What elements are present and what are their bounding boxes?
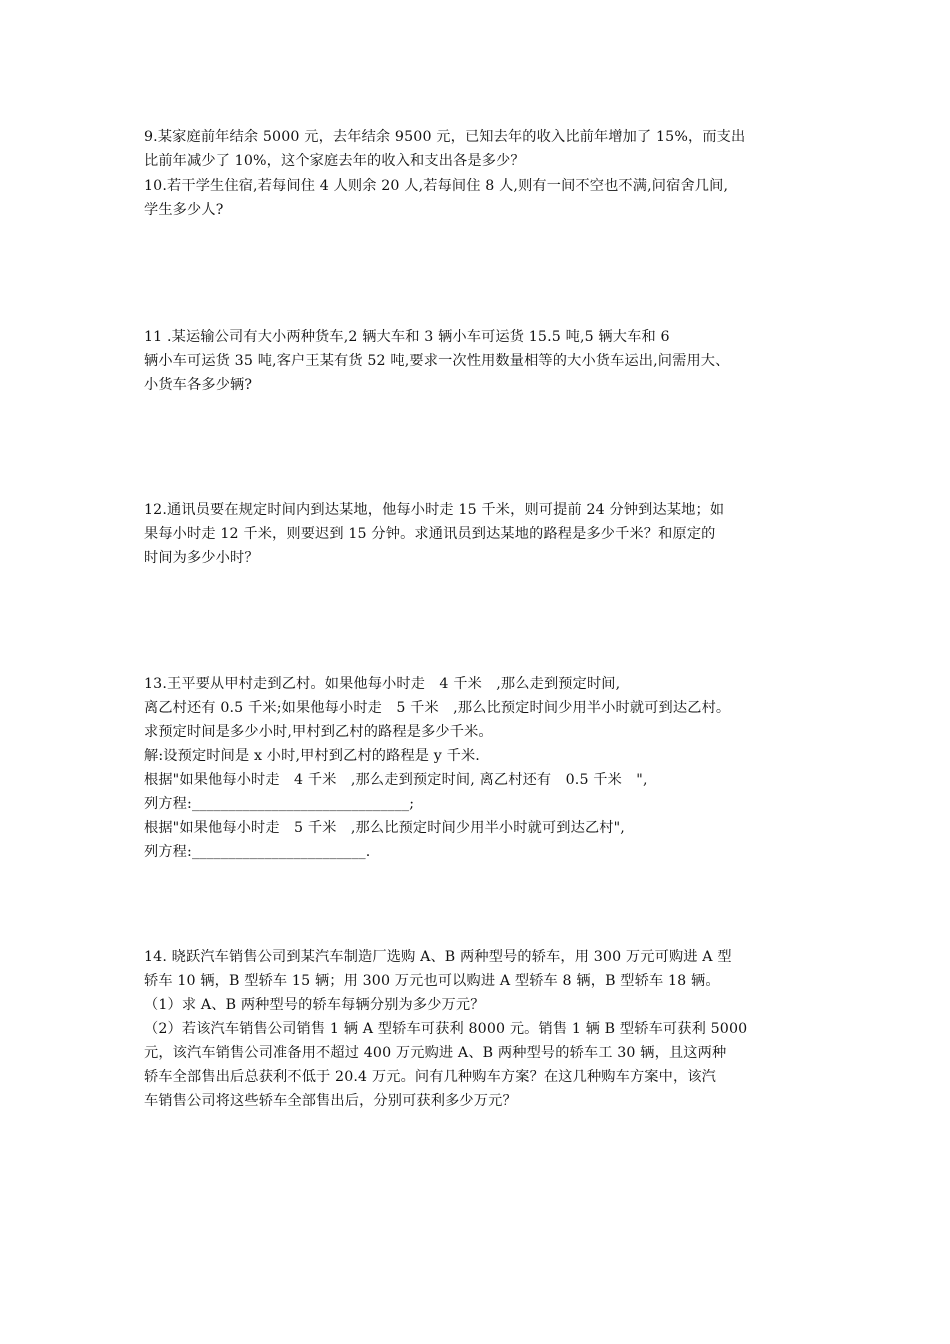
problem-13-answer-blank-1: 列方程:______________________________;	[144, 796, 415, 812]
problem-12	[144, 498, 820, 570]
problem-14-subquestion-1: （1）求 A、B 两种型号的轿车每辆分别为多少万元？	[144, 997, 485, 1013]
problem-14-line: 元，该汽车销售公司准备用不超过 400 万元购进 A、B 两种型号的轿车工 30 辆，且这两种	[144, 1045, 727, 1061]
problem-9-line: 9.某家庭前年结余 5000 元，去年结余 9500 元，已知去年的收入比前年增加了 15%，而支出	[144, 129, 746, 145]
problem-14	[144, 945, 820, 1113]
problem-10-line: 学生多少人?	[144, 202, 224, 218]
problem-12-line: 12.通讯员要在规定时间内到达某地，他每小时走 15 千米，则可提前 24 分钟到达某地；如	[144, 502, 725, 518]
problem-11-line: 辆小车可运货 35 吨,客户王某有货 52 吨,要求一次性用数量相等的大小货车运出,问需用大、	[144, 353, 730, 369]
problem-13-line: 根据"如果他每小时走 5 千米 ,那么比预定时间少用半小时就可到达乙村",	[144, 820, 625, 836]
problem-13-line: 离乙村还有 0.5 千米;如果他每小时走 5 千米 ,那么比预定时间少用半小时就可到达乙村。	[144, 700, 731, 716]
problem-9	[144, 125, 820, 173]
problem-12-line: 时间为多少小时？	[144, 550, 259, 566]
problem-14-line: 14. 晓跃汽车销售公司到某汽车制造厂选购 A、B 两种型号的轿车，用 300 万元可购进 A 型	[144, 949, 732, 965]
problem-11-line: 小货车各多少辆?	[144, 377, 253, 393]
problem-13-line: 求预定时间是多少小时,甲村到乙村的路程是多少千米。	[144, 724, 493, 740]
problem-14-line: 轿车全部售出后总获利不低于 20.4 万元。问有几种购车方案？在这几种购车方案中，该汽	[144, 1069, 716, 1085]
problem-11	[144, 325, 820, 397]
problem-9-line: 比前年减少了 10%，这个家庭去年的收入和支出各是多少？	[144, 153, 525, 169]
problem-14-line: 车销售公司将这些轿车全部售出后，分别可获利多少万元？	[144, 1093, 517, 1109]
problem-12-line: 果每小时走 12 千米，则要迟到 15 分钟。求通讯员到达某地的路程是多少千米？和原定的	[144, 526, 716, 542]
problem-13	[144, 672, 820, 864]
problem-13-line: 解:设预定时间是 x 小时,甲村到乙村的路程是 y 千米.	[144, 748, 480, 764]
problem-10-line: 10.若干学生住宿,若每间住 4 人则余 20 人,若每间住 8 人,则有一间不空也不满,问宿舍几间,	[144, 178, 729, 194]
problem-14-subquestion-2: （2）若该汽车销售公司销售 1 辆 A 型轿车可获利 8000 元。销售 1 辆 B 型轿车可获利 5000	[144, 1021, 748, 1037]
problem-10	[144, 174, 820, 222]
problem-13-line: 13.王平要从甲村走到乙村。如果他每小时走 4 千米 ,那么走到预定时间,	[144, 676, 621, 692]
problem-11-line: 11 .某运输公司有大小两种货车,2 辆大车和 3 辆小车可运货 15.5 吨,5 辆大车和 6	[144, 329, 670, 345]
problem-13-answer-blank-2: 列方程:________________________.	[144, 844, 371, 860]
problem-14-line: 轿车 10 辆，B 型轿车 15 辆；用 300 万元也可以购进 A 型轿车 8 辆，B 型轿车 18 辆。	[144, 973, 720, 989]
problem-13-line: 根据"如果他每小时走 4 千米 ,那么走到预定时间, 离乙村还有 0.5 千米 ",	[144, 772, 648, 788]
